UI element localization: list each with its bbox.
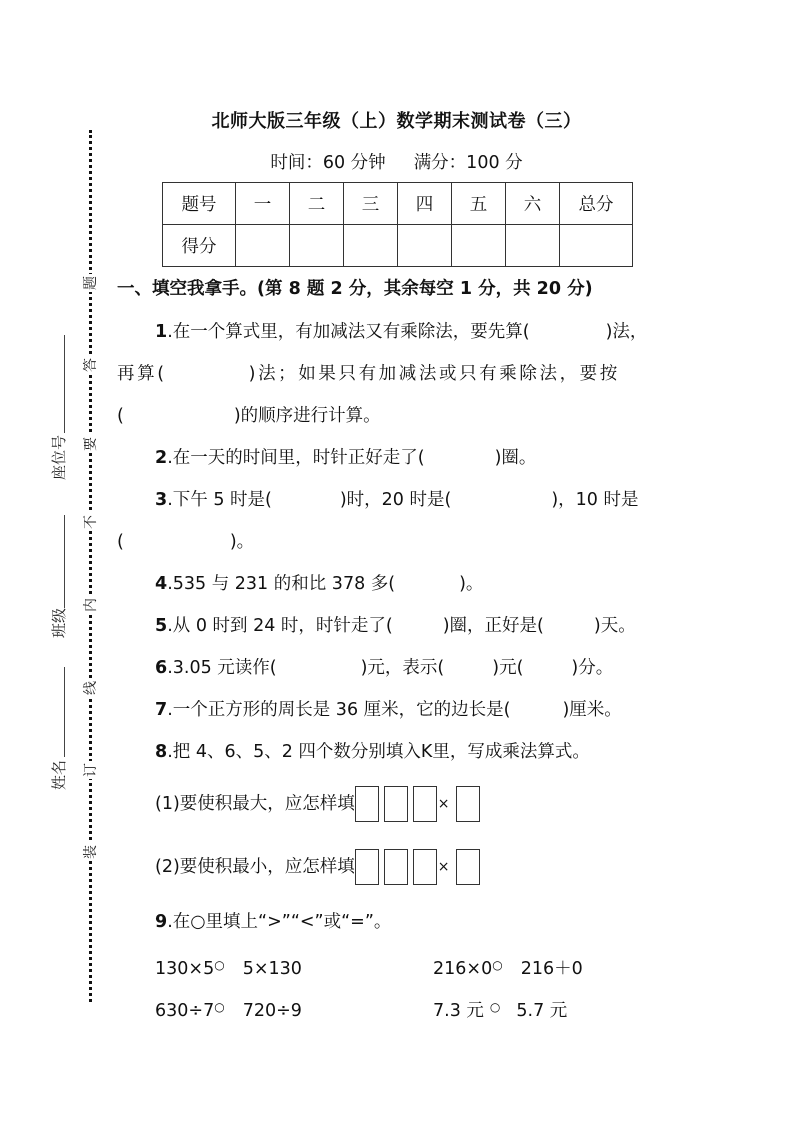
question-number: 8	[155, 742, 168, 762]
question-number: 2	[155, 448, 168, 468]
question-1-line-1	[155, 320, 647, 344]
digit-box[interactable]	[456, 849, 480, 885]
question-number: 5	[155, 616, 168, 636]
digit-box[interactable]	[355, 849, 379, 885]
seat-number-underline[interactable]	[64, 335, 65, 433]
class-underline[interactable]	[64, 515, 65, 608]
page-title: 北师大版三年级（上）数学期末测试卷（三）	[211, 111, 582, 132]
question-3-line-1	[155, 488, 639, 512]
class-label: 班级	[50, 607, 68, 638]
compare-item	[433, 995, 567, 1019]
expression-right: 5.7 元	[516, 1001, 568, 1021]
question-text: )天。	[593, 616, 636, 636]
question-4	[155, 572, 483, 596]
binding-char: 不	[83, 515, 99, 529]
header-cell: 四	[398, 183, 452, 225]
header-cell: 题号	[163, 183, 236, 225]
binding-char: 内	[83, 598, 99, 612]
question-text: .3.05 元读作(	[167, 658, 277, 678]
exam-full-score: 满分：100 分	[413, 153, 523, 173]
question-text: )法；如果只有加减法或只有乘除法，要按	[248, 364, 620, 384]
compare-circle[interactable]: ○	[489, 1000, 501, 1014]
question-6	[155, 656, 613, 680]
expression-left: 216×0	[433, 959, 493, 979]
question-2	[155, 446, 536, 470]
binding-char: 题	[83, 276, 99, 290]
question-1-line-2	[117, 362, 620, 386]
question-text: .把 4、6、5、2 四个数分别填入K里，写成乘法算式。	[167, 742, 590, 762]
score-cell[interactable]	[236, 225, 290, 267]
question-number: 9	[155, 912, 168, 932]
binding-char: 答	[83, 358, 99, 372]
question-number: 1	[155, 322, 168, 342]
digit-box[interactable]	[384, 849, 408, 885]
times-sign: ×	[437, 796, 450, 812]
question-number: 6	[155, 658, 168, 678]
header-cell: 三	[344, 183, 398, 225]
question-text: )。	[229, 532, 255, 552]
question-8-sub-2	[155, 848, 485, 886]
question-text: .在○里填上“>”“<”或“=”。	[167, 912, 392, 932]
section-heading: 一、填空我拿手。(第 8 题 2 分，其余每空 1 分，共 20 分)	[117, 279, 593, 299]
compare-circle[interactable]: ○	[492, 958, 503, 972]
name-underline[interactable]	[64, 667, 65, 757]
question-number: 4	[155, 574, 168, 594]
header-cell: 总分	[560, 183, 633, 225]
seat-number-label: 座位号	[50, 434, 68, 480]
question-text: )，10 时是	[551, 490, 639, 510]
question-text: )的顺序进行计算。	[233, 406, 381, 426]
question-5	[155, 614, 636, 638]
binding-char: 要	[83, 437, 99, 451]
question-text: (	[117, 532, 124, 552]
question-text: )分。	[571, 658, 614, 678]
header-cell: 五	[452, 183, 506, 225]
question-1-line-3	[117, 404, 381, 428]
score-cell[interactable]	[290, 225, 344, 267]
score-cell[interactable]	[560, 225, 633, 267]
binding-dotted-line	[89, 130, 92, 1002]
digit-box[interactable]	[456, 786, 480, 822]
expression-right: 216＋0	[520, 959, 583, 979]
question-text: .在一个算式里，有加减法又有乘除法，要先算(	[167, 322, 530, 342]
digit-box[interactable]	[355, 786, 379, 822]
digit-box[interactable]	[413, 849, 437, 885]
question-text: (2)要使积最小，应怎样填	[155, 857, 355, 877]
compare-circle[interactable]: ○	[214, 958, 225, 972]
binding-char: 装	[83, 845, 99, 859]
compare-item	[155, 995, 302, 1019]
question-text: )元，表示(	[360, 658, 445, 678]
question-text: 再算(	[117, 364, 167, 384]
question-text: )圈，正好是(	[442, 616, 544, 636]
header-cell: 六	[506, 183, 560, 225]
compare-circle[interactable]: ○	[214, 1000, 225, 1014]
binding-char: 订	[83, 763, 99, 777]
question-number: 3	[155, 490, 168, 510]
question-number: 7	[155, 700, 168, 720]
question-text: )厘米。	[562, 700, 622, 720]
compare-item	[155, 953, 302, 977]
score-cell[interactable]	[506, 225, 560, 267]
question-text: (1)要使积最大，应怎样填	[155, 794, 355, 814]
question-text: )时，20 时是(	[339, 490, 452, 510]
score-cell[interactable]	[452, 225, 506, 267]
score-table-header-row	[163, 183, 633, 225]
question-text: .535 与 231 的和比 378 多(	[167, 574, 396, 594]
exam-info	[0, 149, 793, 174]
expression-left: 7.3 元	[433, 1001, 484, 1021]
question-text: .从 0 时到 24 时，时针走了(	[167, 616, 393, 636]
question-text: .下午 5 时是(	[167, 490, 272, 510]
question-text: )法，	[605, 322, 648, 342]
header-cell: 二	[290, 183, 344, 225]
question-8-sub-1	[155, 785, 485, 823]
score-cell[interactable]	[344, 225, 398, 267]
expression-right: 5×130	[242, 959, 302, 979]
question-3-line-2	[117, 530, 254, 554]
digit-box[interactable]	[384, 786, 408, 822]
expression-left: 630÷7	[155, 1001, 215, 1021]
row-label: 得分	[163, 225, 236, 267]
score-cell[interactable]	[398, 225, 452, 267]
question-text: .一个正方形的周长是 36 厘米，它的边长是(	[167, 700, 511, 720]
score-table-score-row	[163, 225, 633, 267]
question-text: .在一天的时间里，时针正好走了(	[167, 448, 425, 468]
header-cell: 一	[236, 183, 290, 225]
expression-left: 130×5	[155, 959, 215, 979]
question-9	[155, 910, 391, 934]
compare-item	[433, 953, 583, 977]
expression-right: 720÷9	[242, 1001, 302, 1021]
exam-time: 时间：60 分钟	[270, 153, 386, 173]
question-text: )。	[459, 574, 484, 594]
digit-box[interactable]	[413, 786, 437, 822]
question-7	[155, 698, 622, 722]
binding-char: 线	[83, 681, 99, 695]
question-text: (	[117, 406, 124, 426]
question-text: )圈。	[494, 448, 537, 468]
question-text: )元(	[492, 658, 524, 678]
times-sign: ×	[437, 859, 450, 875]
name-label: 姓名	[50, 759, 68, 790]
question-8	[155, 740, 590, 764]
score-table	[162, 182, 633, 267]
